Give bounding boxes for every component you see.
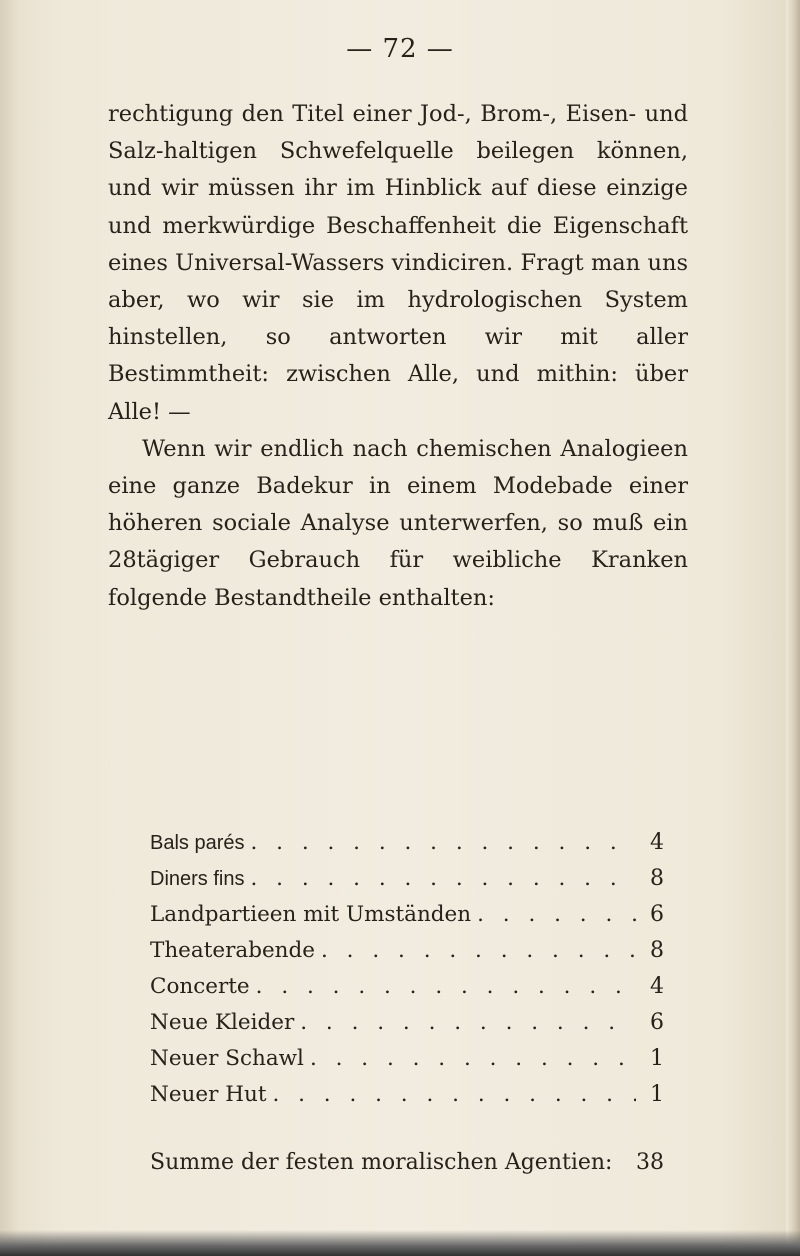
entry-value: 1: [650, 1082, 664, 1107]
entry-label: Neuer Schawl: [150, 1046, 304, 1071]
list-item: [150, 866, 664, 902]
entry-value: 4: [650, 974, 664, 999]
dot-leader: [477, 902, 636, 927]
page-number: — 72 —: [346, 34, 454, 64]
body-text: [108, 96, 688, 617]
dot-leader: [251, 830, 637, 855]
entry-label: Neuer Hut: [150, 1082, 267, 1107]
dot-leader: [256, 974, 636, 999]
ingredients-list: [150, 830, 664, 1118]
entry-label: Neue Kleider: [150, 1010, 295, 1035]
dot-leader: [272, 1082, 636, 1107]
entry-value: 4: [650, 830, 664, 855]
dot-leader: [321, 938, 636, 963]
list-item: [150, 1082, 664, 1118]
entry-value: 6: [650, 1010, 664, 1035]
list-item: [150, 974, 664, 1010]
page-gutter-shadow: [0, 0, 20, 1256]
dot-leader: [310, 1046, 636, 1071]
page-right-edge: [786, 0, 800, 1256]
paragraph-analysis: Wenn wir endlich nach chemischen Analogieen eine ganze Badekur in einem Modebade einer höheren sociale Analyse unterwerfen, so muß ein 28tägiger Gebrauch für weibliche Kranken folgende Bestandtheile enthalten:: [108, 435, 688, 611]
total-label: Summe der festen moralischen Agentien:: [150, 1150, 613, 1175]
entry-label: Landpartieen mit Umständen: [150, 902, 472, 927]
list-item: [150, 1010, 664, 1046]
paragraph-continuation: rechtigung den Titel einer Jod-, Brom-, Eisen- und Salz-haltigen Schwefelquelle beilegen können, und wir müssen ihr im Hinblick auf diese einzige und merkwürdige Beschaffenheit die Eigenschaft eines Universal-Wassers vindiciren. Fragt man uns aber, wo wir sie im hydrologischen System hinstellen, so antworten wir mit aller Bestimmtheit: zwischen Alle, und mithin: über Alle! —: [108, 101, 688, 425]
total-value: 38: [636, 1150, 664, 1175]
scan-bottom-edge: [0, 1230, 800, 1256]
entry-label: Concerte: [150, 974, 250, 999]
entry-label: Theaterabende: [150, 938, 316, 963]
total-row: [150, 1150, 664, 1175]
entry-label: Diners fins: [150, 868, 245, 890]
dot-leader: [250, 866, 636, 891]
list-item: [150, 830, 664, 866]
entry-value: 8: [650, 866, 664, 891]
dot-leader: [300, 1010, 636, 1035]
entry-value: 8: [650, 938, 664, 963]
entry-label: Bals parés: [150, 832, 245, 854]
list-item: [150, 938, 664, 974]
entry-value: 6: [650, 902, 664, 927]
list-item: [150, 902, 664, 938]
entry-value: 1: [650, 1046, 664, 1071]
list-item: [150, 1046, 664, 1082]
